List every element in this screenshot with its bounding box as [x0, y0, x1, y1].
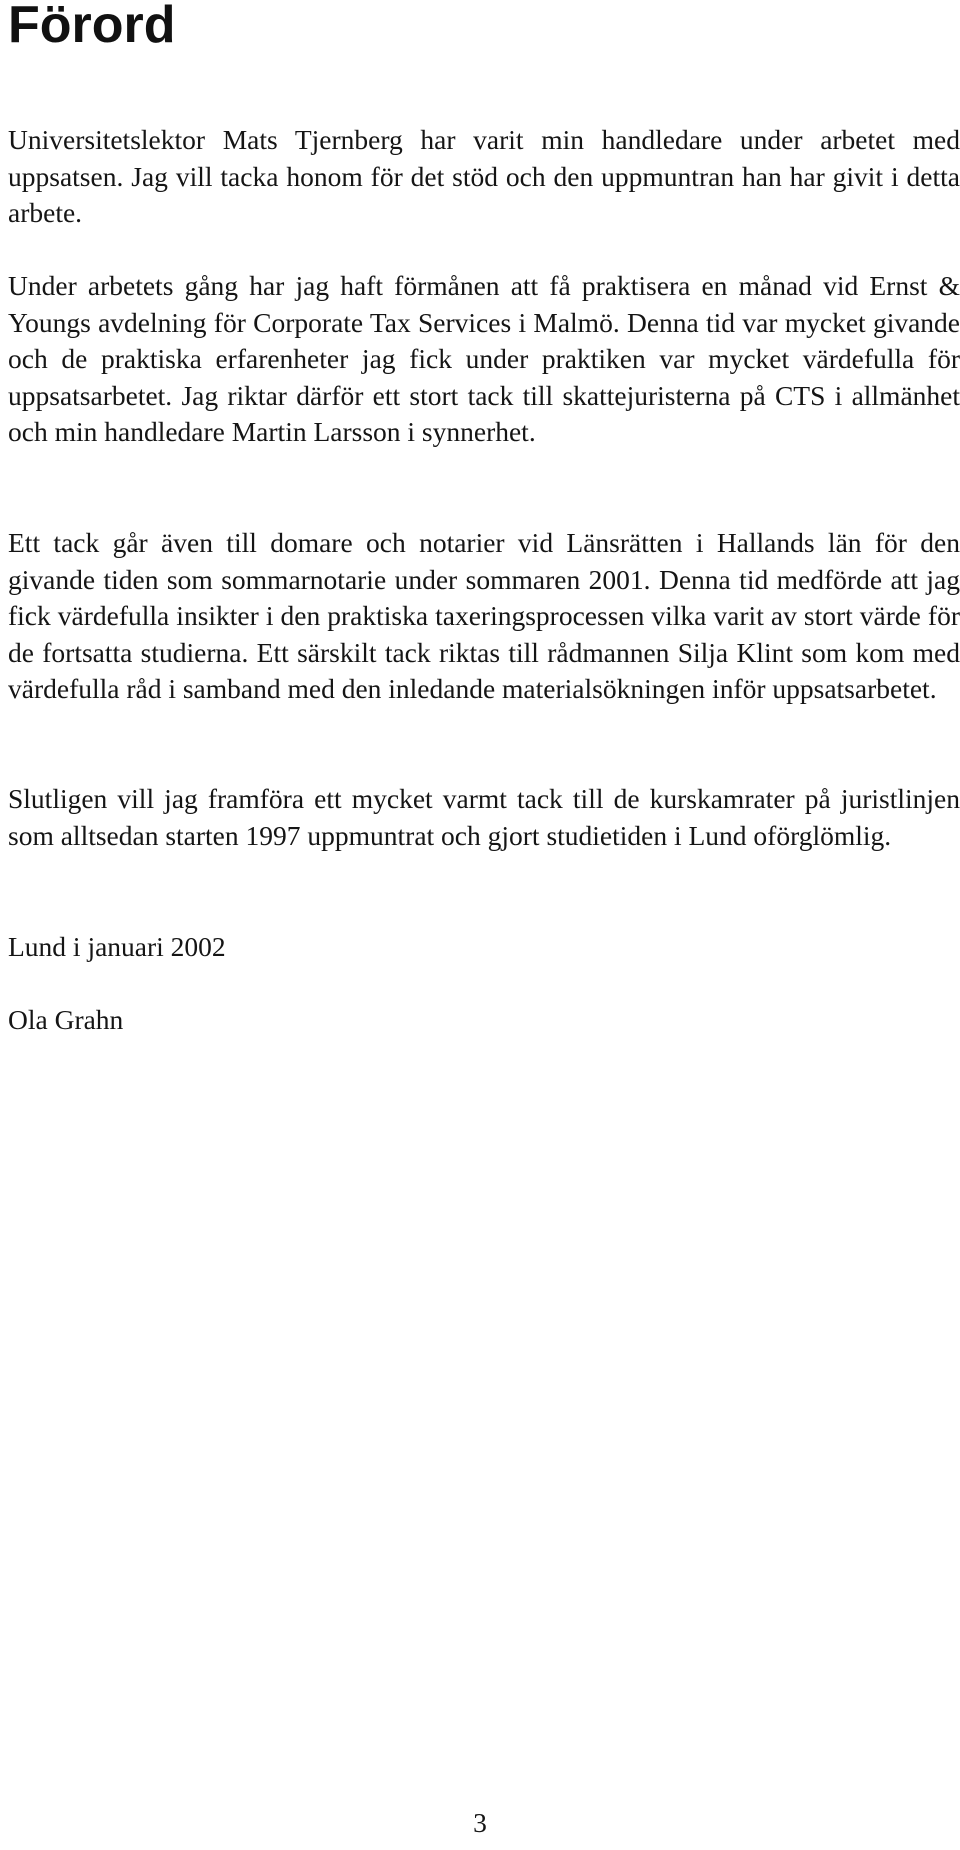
paragraph-supervisor-thanks: Universitetslektor Mats Tjernberg har varit min handledare under arbetet med uppsatsen. Jag vill tacka honom för det stöd och den uppmuntran han har givit i detta arbete. — [8, 124, 960, 228]
page-title: Förord — [8, 0, 176, 54]
paragraph-internship-thanks: Under arbetets gång har jag haft förmånen att få praktisera en månad vid Ernst & Youngs avdelning för Corporate Tax Services i Malmö. Denna tid var mycket givande och de praktiska erfarenheter jag fick under praktiken var mycket värdefulla för uppsatsarbetet. Jag riktar därför ett stort tack till skattejuristerna på CTS i allmänhet och min handledare Martin Larsson i synnerhet. — [8, 270, 960, 447]
paragraph-court-thanks: Ett tack går även till domare och notarier vid Länsrätten i Hallands län för den givande tiden som sommarnotarie under sommaren 2001. Denna tid medförde att jag fick värdefulla insikter i den praktiska taxeringsprocessen vilka varit av stort värde för de fortsatta studierna. Ett särskilt tack riktas till rådmannen Silja Klint som kom med värdefulla råd i samband med den inledande materialsökningen inför uppsatsarbetet. — [8, 527, 960, 704]
page-number: 3 — [473, 1807, 487, 1838]
place-and-date: Lund i januari 2002 — [8, 931, 226, 962]
author-signature: Ola Grahn — [8, 1004, 124, 1035]
paragraph-classmates-thanks: Slutligen vill jag framföra ett mycket varmt tack till de kurskamrater på juristlinjen som alltsedan starten 1997 uppmuntrat och gjort studietiden i Lund oförglömlig. — [8, 783, 960, 851]
